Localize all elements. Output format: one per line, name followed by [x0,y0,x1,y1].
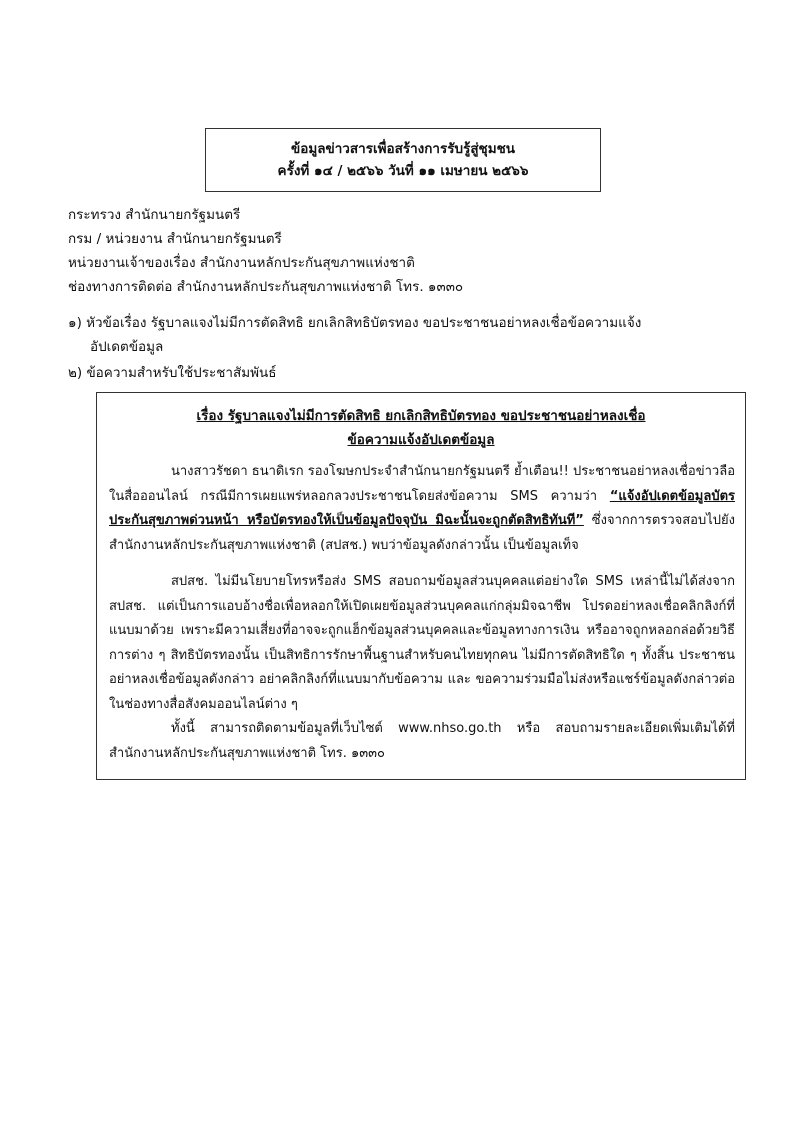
header-issue-line: ครั้งที่ ๑๔ / ๒๕๖๖ วันที่ ๑๑ เมษายน ๒๕๖๖ [277,163,529,179]
topic-block [68,311,748,385]
title-line-2: ข้อความแจ้งอัปเดตข้อมูล [347,432,495,448]
paragraph-2 [109,570,735,717]
sms-quote: “แจ้งอัปเดตข้อมูลบัตรประกันสุขภาพด่วนหน้า หรือบัตรทองให้เป็นข้อมูลปัจจุบัน มิฉะนั้นจะถูกตัดสิทธิทันที” [109,488,735,528]
header-title: ข้อมูลข่าวสารเพื่อสร้างการรับรู้สู่ชุมชน [290,141,516,157]
meta-owner: หน่วยงานเจ้าของเรื่อง สำนักงานหลักประกันสุขภาพแห่งชาติ [68,255,415,271]
paragraph-3-text: ทั้งนี้ สามารถติดตามข้อมูลที่เว็บไซต์ www.nhso.go.th หรือ สอบถามรายละเอียดเพิ่มเติมได้ที่สำนักงานหลักประกันสุขภาพแห่งชาติ โทร. ๑๓๓๐ [109,721,735,761]
paragraph-1-start: นางสาวรัชดา ธนาดิเรก รองโฆษกประจำสำนักนายกรัฐมนตรี ย้ำเตือน!! ประชาชนอย่าหลงเชื่อข่าวลือในสื่อออนไลน์ กรณีมีการเผยแพร่หลอกลวงประชาชนโดยส่งข้อความ SMS ความว่า [109,464,735,504]
meta-block [68,203,748,299]
header-box [205,128,601,192]
paragraph-1-end: ซึ่งจากการตรวจสอบไปยังสำนักงานหลักประกันสุขภาพแห่งชาติ (สปสช.) พบว่าข้อมูลดังกล่าวนั้น เป็นข้อมูลเท็จ [109,513,735,553]
meta-ministry: กระทรวง สำนักนายกรัฐมนตรี [68,207,241,223]
press-release-box [96,392,746,780]
meta-contact: ช่องทางการติดต่อ สำนักงานหลักประกันสุขภาพแห่งชาติ โทร. ๑๓๓๐ [68,279,464,295]
meta-department: กรม / หน่วยงาน สำนักนายกรัฐมนตรี [68,231,282,247]
topic-line-2: อัปเดตข้อมูล [90,339,164,355]
paragraph-3 [109,717,735,766]
press-release-title [97,404,745,452]
pr-label: ๒) ข้อความสำหรับใช้ประชาสัมพันธ์ [68,365,277,381]
title-line-1: เรื่อง รัฐบาลแจงไม่มีการตัดสิทธิ ยกเลิกสิทธิบัตรทอง ขอประชาชนอย่าหลงเชื่อ [196,408,646,424]
paragraph-1 [109,460,735,558]
topic-line-1: ๑) หัวข้อเรื่อง รัฐบาลแจงไม่มีการตัดสิทธิ ยกเลิกสิทธิบัตรทอง ขอประชาชนอย่าหลงเชื่อข้อความแจ้ง [68,315,642,331]
paragraph-2-text: สปสช. ไม่มีนโยบายโทรหรือส่ง SMS สอบถามข้อมูลส่วนบุคคลแต่อย่างใด SMS เหล่านี้ไม่ได้ส่งจาก สปสช. แต่เป็นการแอบอ้างชื่อเพื่อหลอกให้เปิดเผยข้อมูลส่วนบุคคลแก่กลุ่มมิจฉาชีพ โปรดอย่าหลงเชื่อคลิกลิงก์ที่แนบมาด้วย เพราะมีความเสี่ยงที่อาจจะถูกแฮ็กข้อมูลส่วนบุคคลและข้อมูลทางการเงิน หรืออาจถูกหลอกล่อด้วยวิธีการต่าง ๆ สิทธิบัตรทองนั้น เป็นสิทธิการรักษาพื้นฐานสำหรับคนไทยทุกคน ไม่มีการตัดสิทธิใด ๆ ทั้งสิ้น ประชาชนอย่าหลงเชื่อข้อมูลดังกล่าว อย่าคลิกลิงก์ที่แนบมากับข้อความ และ ขอความร่วมมือไม่ส่งหรือแชร์ข้อมูลดังกล่าวต่อในช่องทางสื่อสังคมออนไลน์ต่าง ๆ [109,574,735,712]
